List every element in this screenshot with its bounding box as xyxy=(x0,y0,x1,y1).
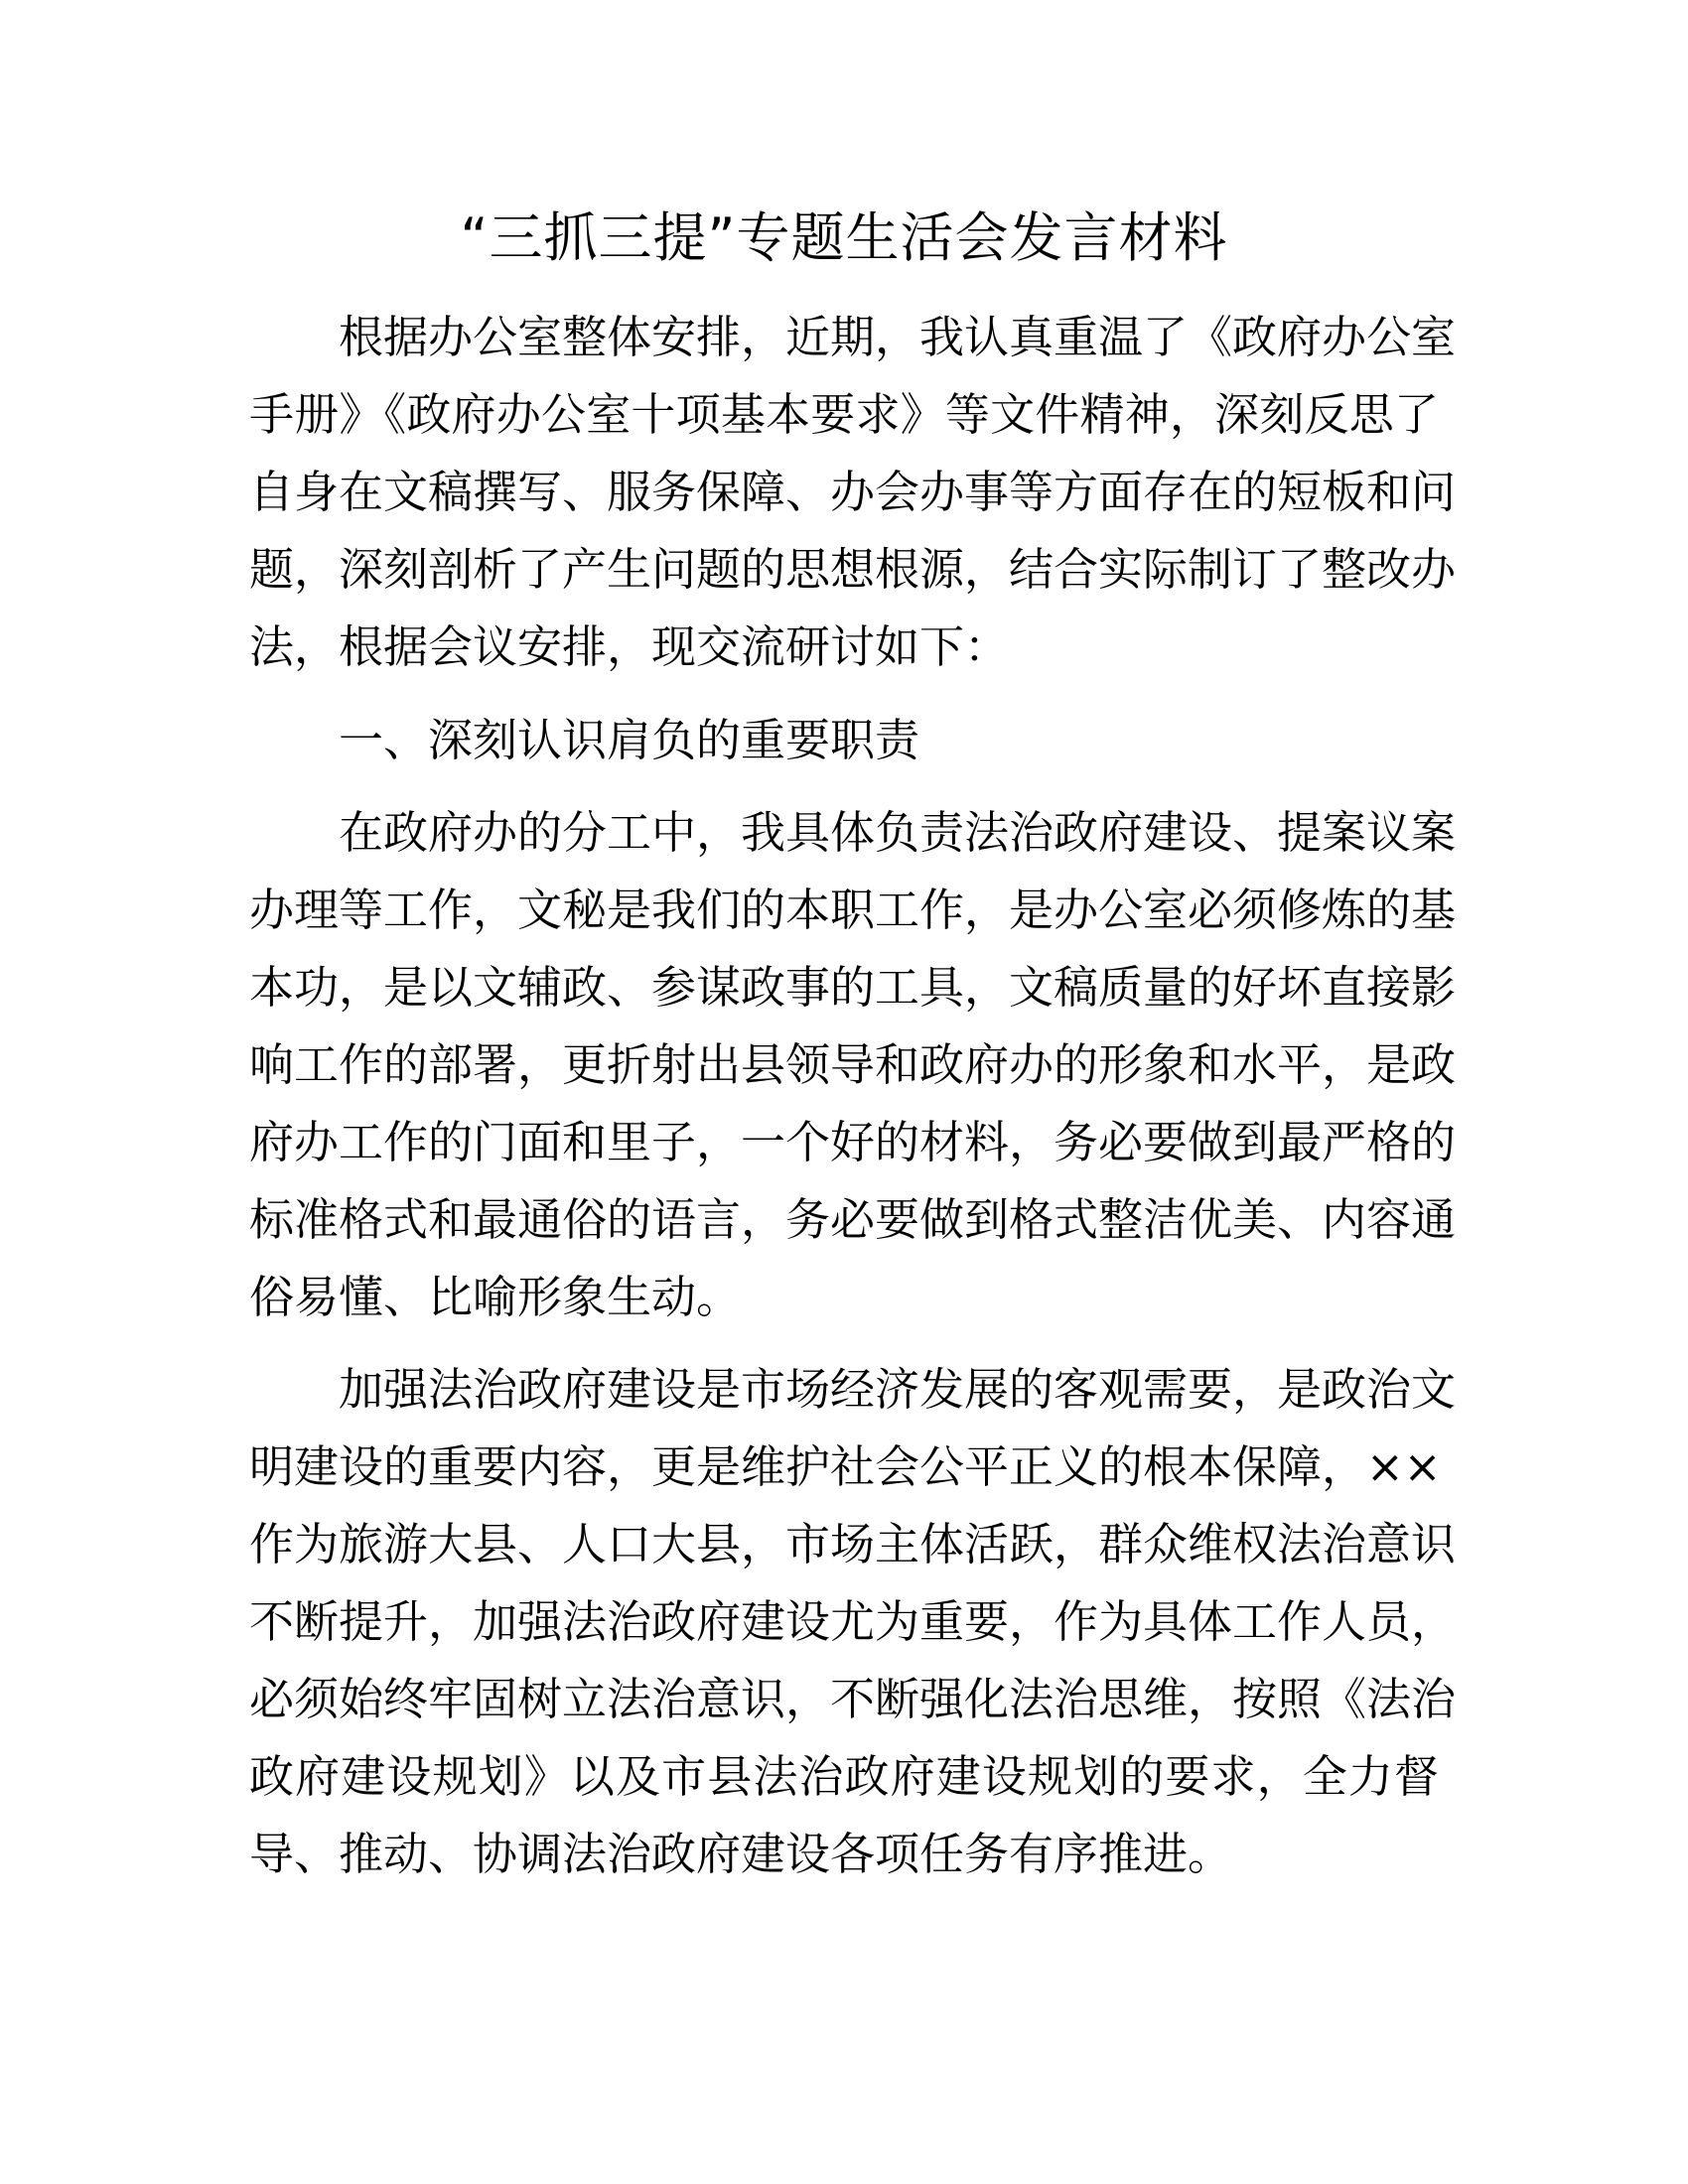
text-line: 手册》《政府办公室十项基本要求》等文件精神，深刻反思了 xyxy=(249,388,1439,441)
text-line: 自身在文稿撰写、服务保障、办会办事等方面存在的短板和问 xyxy=(249,466,1457,518)
text-line: 本功，是以文辅政、参谋政事的工具，文稿质量的好坏直接影 xyxy=(249,961,1457,1014)
text-line: 明建设的重要内容，更是维护社会公平正义的根本保障，×× xyxy=(249,1440,1442,1493)
text-line: 题，深刻剖析了产生问题的思想根源，结合实际制订了整改办 xyxy=(249,543,1457,596)
text-line: 响工作的部署，更折射出县领导和政府办的形象和水平，是政 xyxy=(249,1038,1457,1091)
text-line: 作为旅游大县、人口大县，市场主体活跃，群众维权法治意识 xyxy=(249,1518,1457,1570)
text-line: 加强法治政府建设是市场经济发展的客观需要，是政治文 xyxy=(339,1363,1457,1416)
heading-text: 一、深刻认识肩负的重要职责 xyxy=(339,714,920,766)
text-line: 不断提升，加强法治政府建设尤为重要，作为具体工作人员， xyxy=(249,1595,1457,1648)
text-line: 在政府办的分工中，我具体负责法治政府建设、提案议案 xyxy=(339,806,1457,859)
text-line: 府办工作的门面和里子，一个好的材料，务必要做到最严格的 xyxy=(249,1116,1457,1168)
text-line: 政府建设规划》以及市县法治政府建设规划的要求，全力督 xyxy=(249,1750,1439,1803)
text-line: 导、推动、协调法治政府建设各项任务有序推进。 xyxy=(249,1828,1233,1880)
text-line: 根据办公室整体安排，近期，我认真重温了《政府办公室 xyxy=(339,311,1457,363)
text-line: 标准格式和最通俗的语言，务必要做到格式整洁优美、内容通 xyxy=(249,1193,1457,1246)
text-line: 办理等工作，文秘是我们的本职工作，是办公室必须修炼的基 xyxy=(249,884,1457,936)
text-line: 俗易懂、比喻形象生动。 xyxy=(249,1271,742,1323)
text-line: 法，根据会议安排，现交流研讨如下： xyxy=(249,620,1010,673)
text-line: 必须始终牢固树立法治意识，不断强化法治思维，按照《法治 xyxy=(249,1673,1457,1725)
document-title: “三抓三提”专题生活会发言材料 xyxy=(460,206,1228,269)
